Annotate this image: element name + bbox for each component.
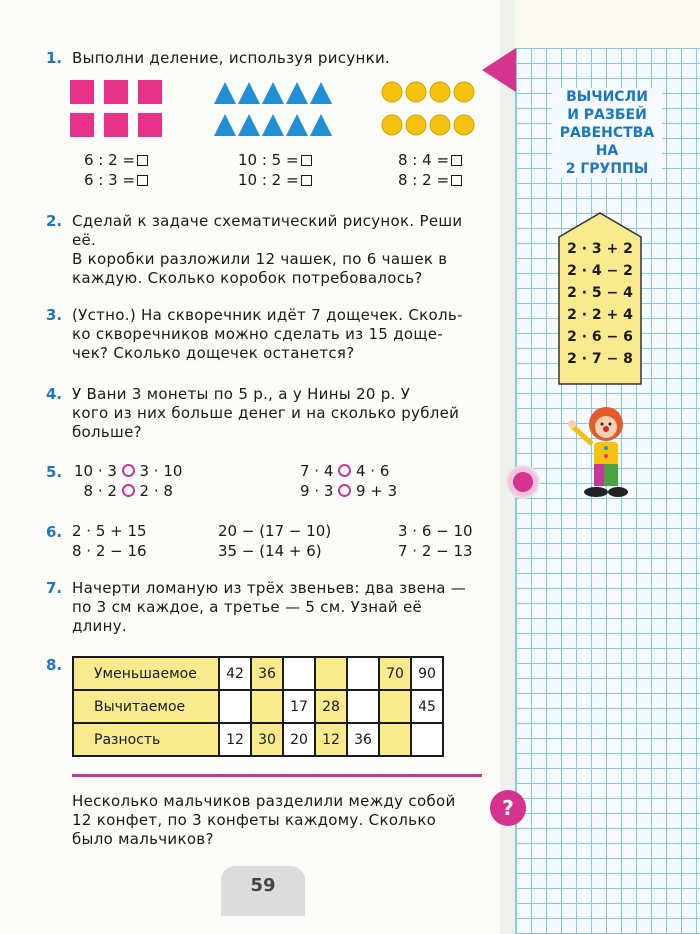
table-cell: 20 bbox=[283, 723, 315, 756]
task-1-equations-b: 10 : 5 = 10 : 2 = bbox=[238, 150, 312, 190]
pink-marker-icon bbox=[482, 48, 516, 92]
task-4-text: У Вани 3 монеты по 5 р., а у Нины 20 р. У кого из них больше денег и на сколько рублей больше? bbox=[72, 385, 460, 441]
task-4-number: 4. bbox=[46, 385, 63, 403]
task-1-text: Выполни деление, используя рисунки. bbox=[72, 49, 391, 67]
row-label: Разность bbox=[73, 723, 219, 756]
task-7-number: 7. bbox=[46, 579, 63, 597]
task-5-number: 5. bbox=[46, 463, 63, 481]
subtraction-table bbox=[72, 656, 444, 757]
task-1-equations-a: 6 : 2 = 6 : 3 = bbox=[84, 150, 148, 190]
sidebar-expressions: 2 · 3 + 2 2 · 4 − 2 2 · 5 − 4 2 · 2 + 4 2 · 6 − 6 2 · 7 − 8 bbox=[567, 241, 633, 367]
answer-box bbox=[137, 175, 148, 186]
table-cell bbox=[379, 690, 411, 723]
answer-box bbox=[301, 155, 312, 166]
table-row bbox=[73, 690, 443, 723]
compare-circle bbox=[338, 484, 351, 497]
table-cell bbox=[411, 723, 443, 756]
section-divider bbox=[72, 774, 482, 777]
task-5-comparisons-left: 10 · 3 3 · 10 8 · 2 2 · 8 bbox=[74, 462, 183, 500]
blue-triangles-picture bbox=[214, 80, 334, 138]
compare-circle bbox=[338, 464, 351, 477]
bottom-task-text: Несколько мальчиков разделили между собой 12 конфет, по 3 конфеты каждому. Сколько было мальчиков? bbox=[72, 792, 456, 848]
task-1-equations-c: 8 : 4 = 8 : 2 = bbox=[398, 150, 462, 190]
task-6-column-1: 2 · 5 + 15 8 · 2 − 16 bbox=[72, 522, 147, 560]
table-cell: 12 bbox=[219, 723, 251, 756]
table-cell: 36 bbox=[251, 657, 283, 690]
task-6-number: 6. bbox=[46, 523, 63, 541]
table-cell: 70 bbox=[379, 657, 411, 690]
yellow-circles-picture bbox=[380, 80, 480, 138]
pink-squares-picture bbox=[70, 80, 162, 138]
task-3-text: (Устно.) На скворечник идёт 7 дощечек. Сколь- ко скворечников можно сделать из 15 доще- чек? Сколько дощечек останется? bbox=[72, 306, 463, 362]
task-7-text: Начерти ломаную из трёх звеньев: два звена — по 3 см каждое, а третье — 5 см. Узнай её длину. bbox=[72, 579, 467, 635]
table-cell bbox=[219, 690, 251, 723]
table-cell: 36 bbox=[347, 723, 379, 756]
table-row bbox=[73, 723, 443, 756]
task-5-comparisons-right: 7 · 4 4 · 6 9 · 3 9 + 3 bbox=[300, 462, 398, 500]
table-cell: 90 bbox=[411, 657, 443, 690]
answer-box bbox=[451, 175, 462, 186]
task-1-number: 1. bbox=[46, 49, 63, 67]
sad-face-badge-icon bbox=[506, 465, 540, 499]
table-cell: 42 bbox=[219, 657, 251, 690]
question-badge-icon: ? bbox=[490, 790, 526, 826]
compare-circle bbox=[122, 484, 135, 497]
table-cell bbox=[347, 657, 379, 690]
table-cell: 28 bbox=[315, 690, 347, 723]
task-6-column-3: 3 · 6 − 10 7 · 2 − 13 bbox=[398, 522, 473, 560]
row-label: Вычитаемое bbox=[73, 690, 219, 723]
task-8-number: 8. bbox=[46, 656, 63, 674]
task-2-text: Сделай к задаче схематический рисунок. Реши её. В коробки разложили 12 чашек, по 6 чашек в каждую. Сколько коробок потребовалось? bbox=[72, 212, 463, 287]
table-cell bbox=[315, 657, 347, 690]
answer-box bbox=[301, 175, 312, 186]
table-cell bbox=[251, 690, 283, 723]
task-6-column-2: 20 − (17 − 10) 35 − (14 + 6) bbox=[218, 522, 332, 560]
table-cell: 45 bbox=[411, 690, 443, 723]
task-3-number: 3. bbox=[46, 306, 63, 324]
answer-box bbox=[137, 155, 148, 166]
table-cell bbox=[347, 690, 379, 723]
table-cell: 30 bbox=[251, 723, 283, 756]
table-cell: 17 bbox=[283, 690, 315, 723]
clown-character-icon bbox=[566, 402, 638, 500]
table-row bbox=[73, 657, 443, 690]
page-number: 59 bbox=[221, 866, 305, 916]
task-2-number: 2. bbox=[46, 212, 63, 230]
answer-box bbox=[451, 155, 462, 166]
sidebar-title: ВЫЧИСЛИ И РАЗБЕЙ РАВЕНСТВА НА 2 ГРУППЫ bbox=[552, 88, 662, 178]
table-cell bbox=[379, 723, 411, 756]
table-cell: 12 bbox=[315, 723, 347, 756]
compare-circle bbox=[122, 464, 135, 477]
table-cell bbox=[283, 657, 315, 690]
row-label: Уменьшаемое bbox=[73, 657, 219, 690]
